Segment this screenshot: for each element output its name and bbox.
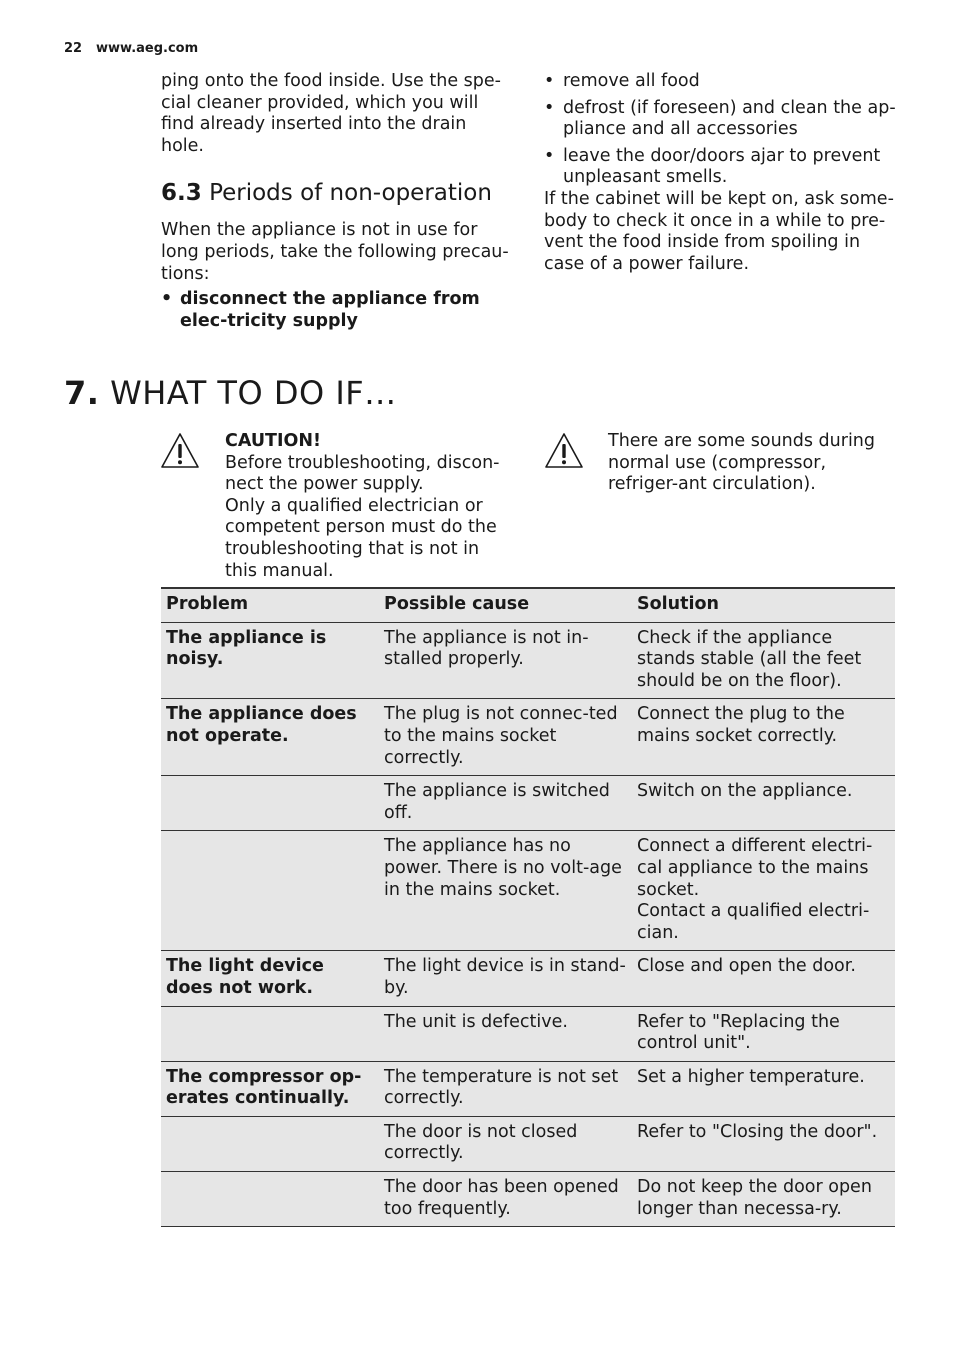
problem-cell [161,831,379,951]
warning-icon [544,432,584,470]
table-row [161,622,895,699]
solution-cell [632,831,895,951]
table-row [161,699,895,776]
problem-cell: The appliance is noisy. [166,627,327,670]
section-heading [161,179,513,207]
solution-text: Contact a qualified electri-cian. [637,901,870,943]
list-item: • disconnect the appliance from elec-tricity supply [161,289,513,332]
solution-cell: Refer to "Replacing the control unit". [637,1011,840,1054]
caution-text: Before troubleshooting, discon-nect the power supply. [225,452,500,495]
problem-cell: The light device does not work. [166,956,324,998]
problem-cell: The appliance does not operate. [166,704,357,746]
column-header-solution: Solution [637,594,719,614]
cause-cell: The appliance has no power. There is no volt-age in the mains socket. [384,836,622,900]
list-item: • leave the door/doors ajar to prevent unpleasant smells. [544,146,896,189]
page-number: 22 [64,41,83,56]
cause-cell: The plug is not connec-ted to the mains socket correctly. [384,704,618,768]
intro-paragraph: ping onto the food inside. Use the spe-cial cleaner provided, which you will find already inserted into the drain hole. [161,71,501,156]
cause-cell: The appliance is switched off. [384,781,610,823]
column-header-problem: Problem [166,594,249,614]
table-header-row [161,588,895,622]
table-row [161,831,895,951]
cabinet-paragraph: If the cabinet will be kept on, ask some-body to check it once in a while to pre-vent the food inside from spoiling in case of a power failure. [544,188,894,274]
cause-cell: The temperature is not set correctly. [384,1066,619,1109]
chapter-title: WHAT TO DO IF… [110,374,397,412]
table-row [161,1172,895,1227]
solution-cell: Check if the appliance stands stable (all the feet should be on the floor). [637,627,862,691]
cause-cell: The door is not closed correctly. [384,1121,578,1164]
column-header-cause: Possible cause [384,594,530,614]
section-intro: When the appliance is not in use for long periods, take the following precau-tions: [161,220,509,284]
problem-cell [161,1172,379,1227]
problem-cell [161,1116,379,1171]
table-row [161,951,895,1006]
solution-cell: Do not keep the door open longer than necessa-ry. [637,1177,872,1219]
chapter-heading [64,374,397,412]
table-row [161,1061,895,1116]
solution-cell: Close and open the door. [637,956,856,977]
precaution-list [161,289,513,332]
chapter-number: 7. [64,374,100,412]
cause-cell: The unit is defective. [384,1011,568,1032]
section-title: Periods of non-operation [209,180,492,207]
solution-cell: Switch on the appliance. [637,781,853,802]
solution-cell: Connect the plug to the mains socket correctly. [637,704,845,746]
table-row [161,776,895,831]
solution-cell: Refer to "Closing the door". [637,1121,878,1142]
caution-text: Only a qualified electrician or competent person must do the troubleshooting that is not in this manual. [225,495,497,581]
cause-cell: The light device is in stand-by. [384,956,626,998]
note-block [608,431,898,496]
troubleshooting-table [161,587,895,1227]
caution-block [225,431,515,582]
problem-cell: The compressor op-erates continually. [166,1066,362,1109]
right-column [544,71,896,275]
solution-text: Connect a different electri-cal appliance to the mains socket. [637,836,873,900]
website-url: www.aeg.com [96,41,199,56]
warning-icon [160,432,200,470]
note-text: There are some sounds during normal use (compressor, refriger-ant circulation). [608,431,876,495]
caution-title: CAUTION! [225,431,322,451]
table-row [161,1116,895,1171]
left-column [161,71,513,332]
table-row [161,1006,895,1061]
list-item: • remove all food [544,71,896,93]
cause-cell: The appliance is not in-stalled properly. [384,627,589,670]
section-number: 6.3 [161,180,202,207]
precaution-list-continued [544,71,896,189]
problem-cell [161,776,379,831]
cause-cell: The door has been opened too frequently. [384,1177,619,1219]
list-item: • defrost (if foreseen) and clean the ap-pliance and all accessories [544,98,896,141]
problem-cell [161,1006,379,1061]
solution-cell: Set a higher temperature. [637,1066,865,1087]
